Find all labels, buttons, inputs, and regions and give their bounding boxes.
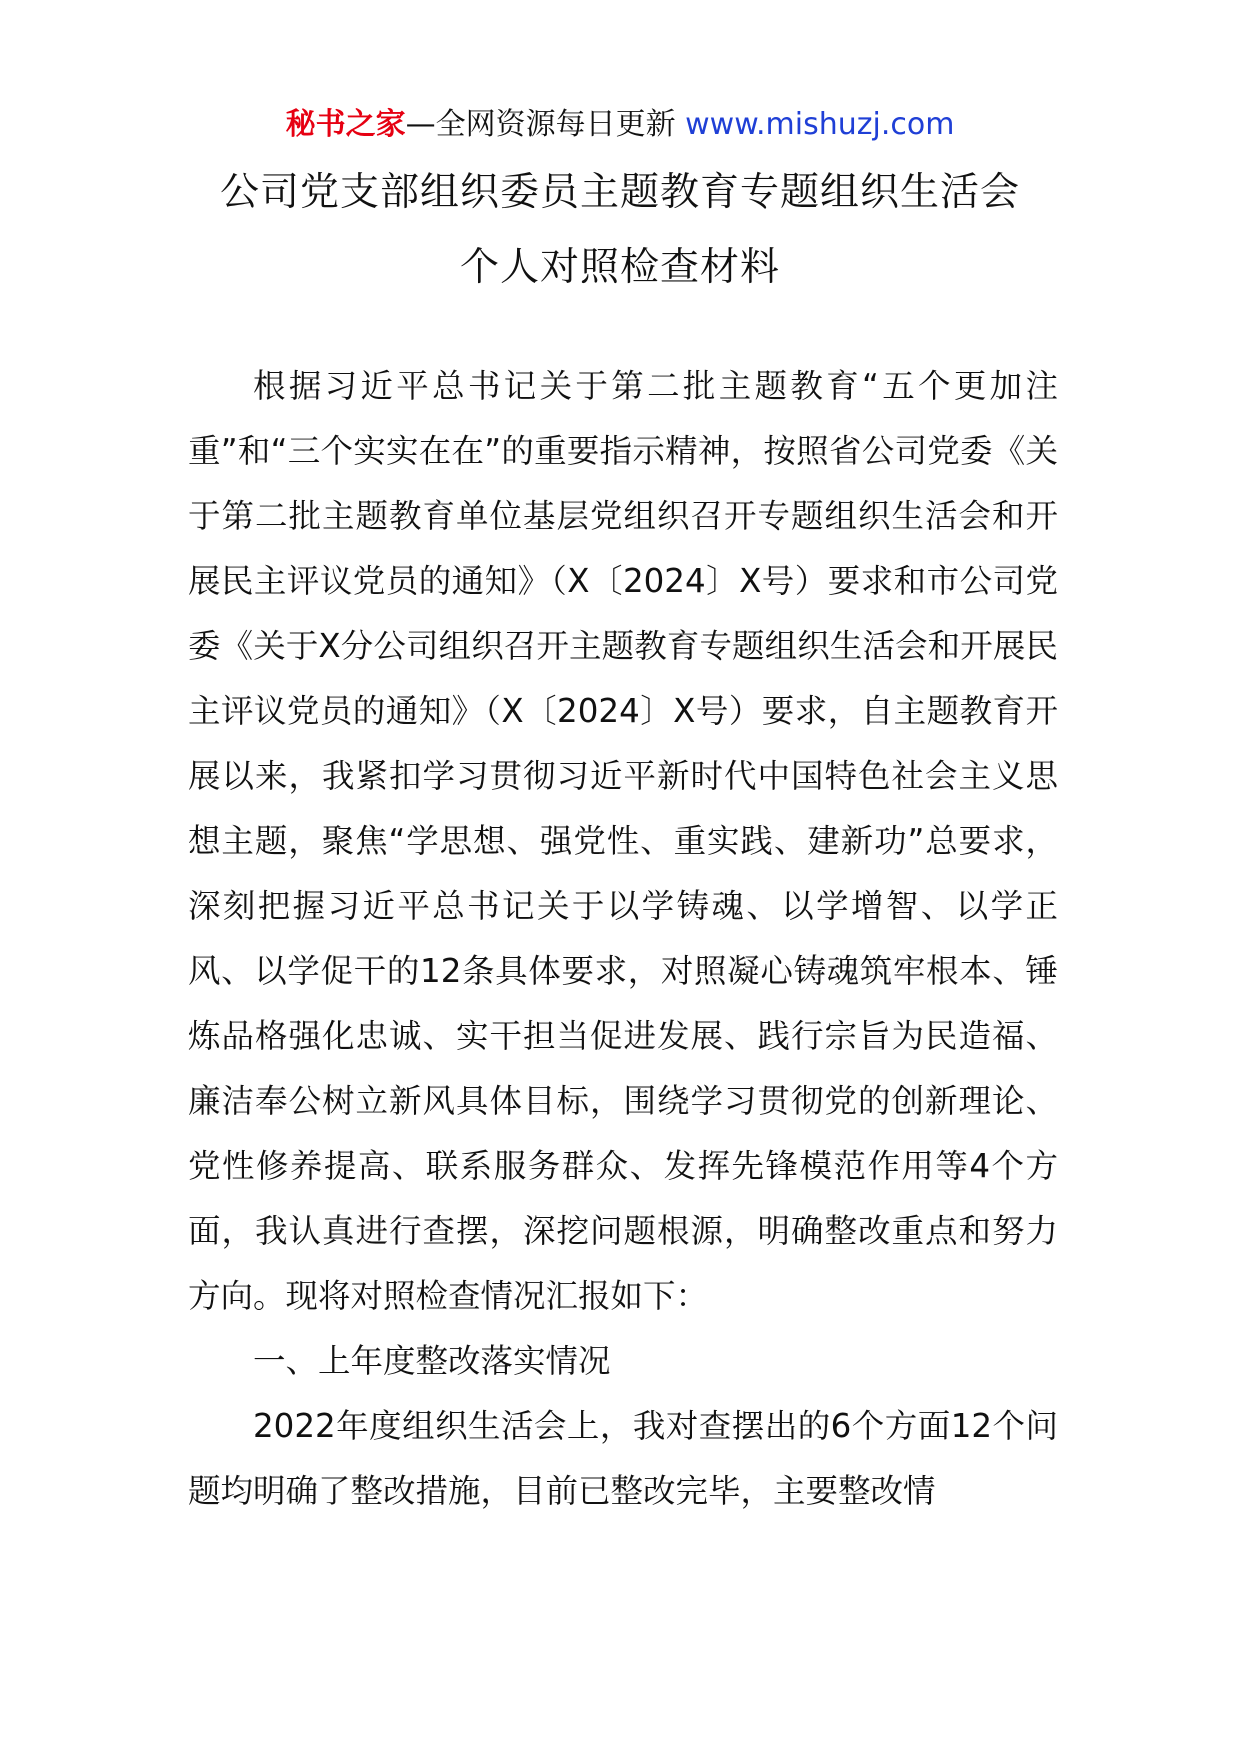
intro-paragraph: 根据习近平总书记关于第二批主题教育“五个更加注重”和“三个实实在在”的重要指示精神，按照省公司党委《关于第二批主题教育单位基层党组织召开专题组织生活会和开展民主评议党员的通知》（X〔2024〕X号）要求和市公司党委《关于X分公司组织召开主题教育专题组织生活会和开展民主评议党员的通知》（X〔2024〕X号）要求，自主题教育开展以来，我紧扣学习贯彻习近平新时代中国特色社会主义思想主题，聚焦“学思想、强党性、重实践、建新功”总要求，深刻把握习近平总书记关于以学铸魂、以学增智、以学正风、以学促干的12条具体要求，对照凝心铸魂筑牢根本、锤炼品格强化忠诚、实干担当促进发展、践行宗旨为民造福、廉洁奉公树立新风具体目标，围绕学习贯彻党的创新理论、党性修养提高、联系服务群众、发挥先锋模范作用等4个方面，我认真进行查摆，深挖问题根源，明确整改重点和努力方向。现将对照检查情况汇报如下： <box>188 367 1058 1315</box>
header-tagline: —全网资源每日更新 <box>405 107 686 142</box>
section-heading: 一、上年度整改落实情况 <box>253 1342 611 1380</box>
site-header <box>0 100 1240 150</box>
document-title-line-1: 公司党支部组织委员主题教育专题组织生活会 <box>219 170 1020 215</box>
brand-name: 秘书之家 <box>285 107 406 142</box>
section-paragraph: 2022年度组织生活会上，我对查摆出的6个方面12个问题均明确了整改措施，目前已整改完毕，主要整改情 <box>188 1407 1058 1510</box>
site-url-link[interactable]: www.mishuzj.com <box>685 107 955 142</box>
document-body <box>188 354 1058 1524</box>
document-title-line-2: 个人对照检查材料 <box>459 245 780 290</box>
